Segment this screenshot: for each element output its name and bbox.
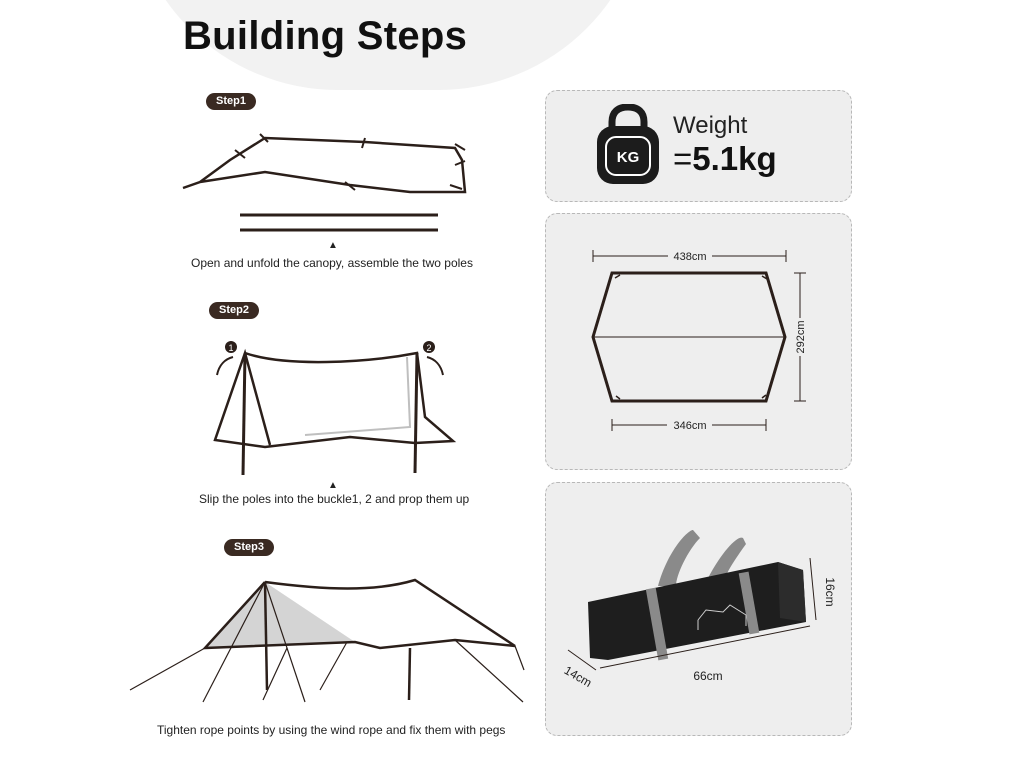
- weight-value-row: [673, 140, 777, 178]
- step3-badge: Step3: [224, 539, 274, 556]
- step1-caption: Open and unfold the canopy, assemble the two poles: [191, 256, 473, 270]
- kg-label: KG: [616, 149, 640, 166]
- page-title: Building Steps: [183, 14, 468, 58]
- step1-caret: ▲: [328, 240, 338, 251]
- step3-illustration: [125, 570, 525, 710]
- step1-illustration: [180, 130, 490, 240]
- weight-equals: =: [673, 140, 693, 177]
- weight-value: 5.1kg: [692, 140, 777, 177]
- bag-length: 66cm: [693, 669, 723, 683]
- step3-caption: Tighten rope points by using the wind rope and fix them with pegs: [157, 723, 506, 737]
- dimension-top: 438cm: [673, 251, 707, 263]
- kettlebell-icon: [596, 104, 660, 186]
- tarp-dimensions-diagram: [560, 238, 840, 443]
- bag-height: 16cm: [823, 577, 837, 607]
- buckle-1-marker: 1: [228, 343, 234, 353]
- carry-bag-illustration: [548, 520, 848, 730]
- dimension-bottom: 346cm: [673, 420, 707, 432]
- dimension-side: 292cm: [795, 320, 807, 354]
- step2-caret: ▲: [328, 480, 338, 491]
- weight-label: Weight: [673, 112, 748, 139]
- step2-badge: Step2: [209, 302, 259, 319]
- buckle-2-marker: 2: [426, 343, 432, 353]
- step2-illustration: [195, 335, 465, 480]
- bag-width: 14cm: [561, 663, 595, 690]
- step1-badge: Step1: [206, 93, 256, 110]
- step2-caption: Slip the poles into the buckle1, 2 and prop them up: [199, 492, 470, 506]
